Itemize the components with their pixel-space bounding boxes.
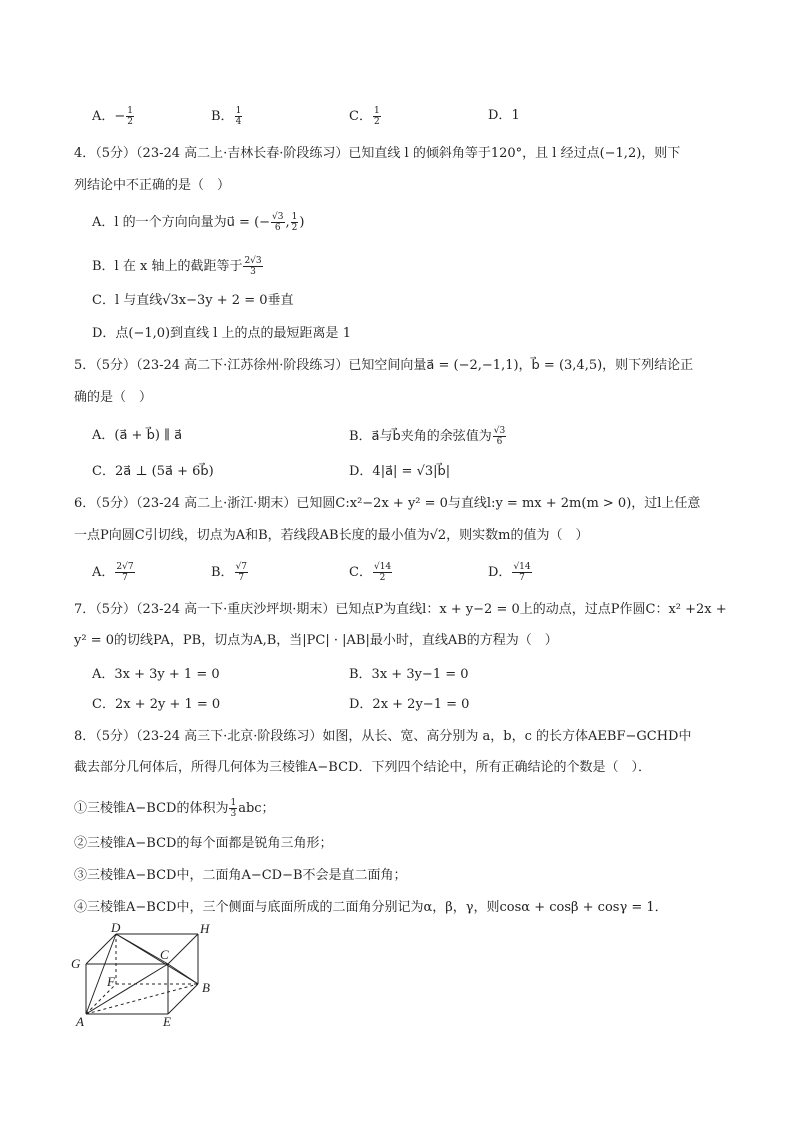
frac-num: 1 <box>230 798 237 808</box>
option-label: B． <box>211 109 234 124</box>
q8-statement-1 <box>74 798 275 819</box>
frac-den: 7 <box>519 573 525 583</box>
frac-den: 7 <box>122 573 128 583</box>
q5-option-a[interactable]: A．(a⃗ + b⃗) ∥ a⃗ <box>92 428 183 443</box>
q6-option-c[interactable] <box>349 562 393 583</box>
fraction <box>373 562 392 583</box>
q4-stem-line2: 列结论中不正确的是（ ） <box>74 178 231 193</box>
option-text: B．a⃗与b⃗夹角的余弦值为 <box>349 429 492 444</box>
q8-statement-3: ③三棱锥A−BCD中，二面角A−CD−B不会是直二面角； <box>74 868 407 883</box>
frac-den: 6 <box>274 223 281 233</box>
frac-den: 3 <box>230 809 237 819</box>
frac-den: 7 <box>238 573 245 583</box>
fraction <box>493 426 506 447</box>
frac-den: 4 <box>235 117 242 127</box>
statement-text: ①三棱锥A−BCD的体积为 <box>74 801 229 816</box>
frac-den: 2 <box>291 223 298 233</box>
option-label: A． <box>92 565 115 580</box>
q5-option-b[interactable] <box>349 426 507 447</box>
q3-option-a[interactable] <box>92 106 135 127</box>
q5-stem-line2: 确的是（ ） <box>74 390 153 405</box>
q7-option-d[interactable]: D．2x + 2y−1 = 0 <box>349 697 470 712</box>
q3-option-b[interactable] <box>211 106 243 127</box>
fraction <box>235 106 243 127</box>
option-text: ) <box>299 215 305 230</box>
option-label: C． <box>349 109 372 124</box>
q7-stem-line2: y² = 0的切线PA，PB，切点为A,B，当|PC| · |AB|最小时，直线AB的方程为（ ） <box>74 633 558 648</box>
q5-option-c[interactable]: C．2a⃗ ⊥ (5a⃗ + 6b⃗) <box>92 464 214 479</box>
label-E: E <box>163 1014 171 1029</box>
q4-option-d[interactable]: D．点(−1,0)到直线 l 上的点的最短距离是 1 <box>92 326 351 341</box>
q4-option-a[interactable] <box>92 212 304 233</box>
q3-option-d[interactable] <box>488 106 520 126</box>
q8-statement-2: ②三棱锥A−BCD的每个面都是锐角三角形； <box>74 836 333 851</box>
q6-option-a[interactable] <box>92 562 136 583</box>
q7-option-c[interactable]: C．2x + 2y + 1 = 0 <box>92 697 221 712</box>
q8-stem-line2: 截去部分几何体后，所得几何体为三棱锥A−BCD．下列四个结论中，所有正确结论的个数是（ ）． <box>74 760 651 775</box>
edge-BE <box>168 984 198 1014</box>
option-text: A．l 的一个方向向量为u⃗ = (− <box>92 215 271 230</box>
option-text: 1 <box>511 108 520 123</box>
label-H: H <box>200 921 210 936</box>
frac-num: 1 <box>127 106 134 116</box>
q3-option-c[interactable] <box>349 106 382 127</box>
q8-statement-4: ④三棱锥A−BCD中，三个侧面与底面所成的二面角分别记为α，β，γ，则cosα + cosβ + cosγ = 1． <box>74 900 668 915</box>
cuboid-figure <box>66 920 226 1030</box>
fraction <box>271 212 284 233</box>
fraction <box>235 562 248 583</box>
frac-sign: − <box>114 109 126 124</box>
statement-text: abc； <box>238 801 275 816</box>
q4-option-c[interactable]: C．l 与直线√3x−3y + 2 = 0垂直 <box>92 293 294 308</box>
frac-num: 2√7 <box>116 562 134 572</box>
fraction <box>115 562 134 583</box>
option-label: D． <box>488 565 512 580</box>
frac-num: √14 <box>513 562 531 572</box>
q6-stem-line1: 6．（5分）（23-24 高二上·浙江·期末）已知圆C:x²−2x + y² = 0与直线l:y = mx + 2m(m > 0)，过l上任意 <box>74 496 701 511</box>
frac-num: √3 <box>272 212 284 222</box>
frac-num: √7 <box>235 562 248 572</box>
q7-option-b[interactable]: B．3x + 3y−1 = 0 <box>349 667 469 682</box>
label-D: D <box>111 920 121 935</box>
label-G: G <box>71 956 81 971</box>
fraction <box>126 106 134 127</box>
q7-option-a[interactable]: A．3x + 3y + 1 = 0 <box>92 667 220 682</box>
frac-den: 3 <box>250 267 256 277</box>
edge-DB <box>116 934 198 984</box>
label-A: A <box>76 1014 84 1029</box>
frac-den: 2 <box>127 117 134 127</box>
option-text: B．l 在 x 轴上的截距等于 <box>92 259 243 274</box>
frac-num: 1 <box>235 106 242 116</box>
label-C: C <box>160 947 169 962</box>
frac-num: √14 <box>373 562 392 572</box>
q5-option-d[interactable]: D．4|a⃗| = √3|b⃗| <box>349 464 451 479</box>
fraction <box>291 212 299 233</box>
q4-option-b[interactable] <box>92 256 264 277</box>
option-label: A． <box>92 109 115 124</box>
fraction <box>512 562 531 583</box>
frac-den: 2 <box>379 573 386 583</box>
option-label: D． <box>488 108 512 123</box>
edge-CB <box>168 964 198 984</box>
fraction <box>229 798 237 819</box>
frac-num: √3 <box>493 426 506 436</box>
q4-stem-line1: 4．（5分）（23-24 高二上·吉林长春·阶段练习）已知直线 l 的倾斜角等于120°，且 l 经过点(−1,2)，则下 <box>74 146 681 161</box>
q7-stem-line1: 7．（5分）（23-24 高一下·重庆沙坪坝·期末）已知点P为直线l：x + y−2 = 0上的动点，过点P作圆C：x² +2x + <box>74 602 727 617</box>
q5-stem-line1: 5．（5分）（23-24 高二下·江苏徐州·阶段练习）已知空间向量a⃗ = (−2,−1,1)，b⃗ = (3,4,5)，则下列结论正 <box>74 358 694 373</box>
frac-num: 1 <box>291 212 298 222</box>
q6-option-b[interactable] <box>211 562 249 583</box>
frac-den: 6 <box>496 437 503 447</box>
edge-GD <box>86 934 116 964</box>
frac-den: 2 <box>373 117 380 127</box>
edge-AB <box>86 984 198 1014</box>
q6-stem-line2: 一点P向圆C引切线，切点为A和B，若线段AB长度的最小值为√2，则实数m的值为（ ） <box>74 528 589 543</box>
edge-HC <box>168 934 198 964</box>
label-B: B <box>202 980 210 995</box>
frac-num: 2√3 <box>244 256 262 266</box>
label-F: F <box>107 974 115 989</box>
fraction <box>373 106 381 127</box>
option-label: B． <box>211 565 234 580</box>
option-text: , <box>285 215 290 230</box>
edge-AC <box>86 964 168 1014</box>
fraction <box>243 256 262 277</box>
q8-stem-line1: 8．（5分）（23-24 高三下·北京·阶段练习）如图，从长、宽、高分别为 a，b，c 的长方体AEBF−GCHD中 <box>74 729 692 744</box>
frac-num: 1 <box>373 106 380 116</box>
q6-option-d[interactable] <box>488 562 533 583</box>
option-label: C． <box>349 565 372 580</box>
